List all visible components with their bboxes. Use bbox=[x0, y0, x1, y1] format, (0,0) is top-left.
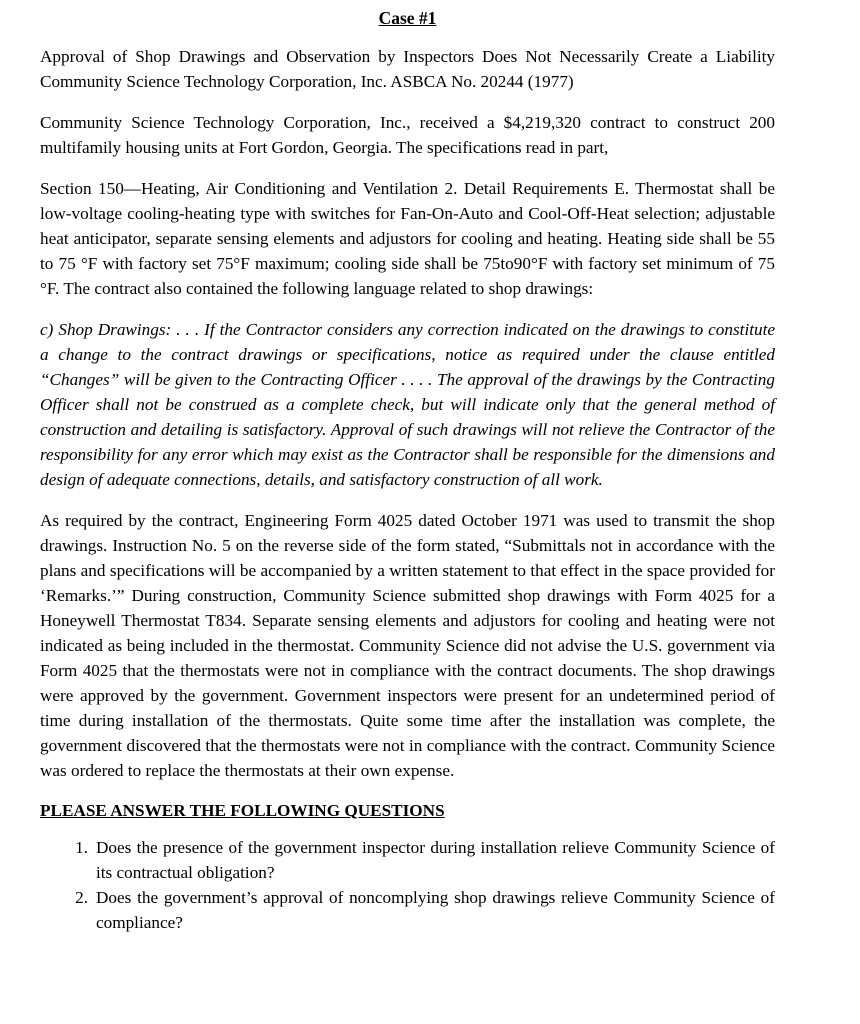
case-title: Case #1 bbox=[378, 8, 437, 28]
question-item bbox=[40, 835, 775, 885]
shop-drawings-clause-paragraph: c) Shop Drawings: . . . If the Contractor considers any correction indicated on the drawings to constitute a change to the contract drawings or specifications, notice as required under the clause entitled “Changes” will be given to the Contracting Officer . . . . The approval of the drawings by the Contracting Officer shall not be construed as a complete check, but will indicate only that the general method of construction and detailing is satisfactory. Approval of such drawings will not relieve the Contractor of the responsibility for any error which may exist as the Contractor shall be responsible for the dimensions and design of adequate connections, details, and satisfactory construction of all work. bbox=[40, 320, 775, 489]
question-number: 1. bbox=[75, 838, 88, 857]
questions-heading: PLEASE ANSWER THE FOLLOWING QUESTIONS bbox=[40, 801, 445, 820]
facts-paragraph: As required by the contract, Engineering Form 4025 dated October 1971 was used to transmit the shop drawings. Instruction No. 5 on the reverse side of the form stated, “Submittals not in accordance with the plans and specifications will be accompanied by a written statement to that effect in the space provided for ‘Remarks.’” During construction, Community Science submitted shop drawings with Form 4025 for a Honeywell Thermostat T834. Separate sensing elements and adjustors for cooling and heating were not indicated as being included in the thermostat. Community Science did not advise the U.S. government via Form 4025 that the thermostats were not in compliance with the contract documents. The shop drawings were approved by the government. Government inspectors were present for an undetermined period of time during installation of the thermostats. Quite some time after the installation was complete, the government discovered that the thermostats were not in compliance with the contract. Community Science was ordered to replace the thermostats at their own expense. bbox=[40, 511, 775, 780]
question-item bbox=[40, 885, 775, 935]
specification-paragraph: Section 150—Heating, Air Conditioning and Ventilation 2. Detail Requirements E. Thermostat shall be low-voltage cooling-heating type with switches for Fan-On-Auto and Cool-Off-Heat selection; adjustable heat anticipator, separate sensing elements and adjustors for cooling and heating. Heating side shall be 55 to 75 °F with factory set 75°F maximum; cooling side shall be 75to90°F with factory set minimum of 75 °F. The contract also contained the following language related to shop drawings: bbox=[40, 179, 775, 298]
question-text: Does the government’s approval of noncomplying shop drawings relieve Community Science of compliance? bbox=[96, 888, 775, 932]
question-text: Does the presence of the government inspector during installation relieve Community Science of its contractual obligation? bbox=[96, 838, 775, 882]
case-heading-paragraph: Approval of Shop Drawings and Observation by Inspectors Does Not Necessarily Create a Liability Community Science Technology Corporation, Inc. ASBCA No. 20244 (1977) bbox=[40, 47, 775, 91]
questions-list bbox=[40, 835, 775, 935]
contract-summary-paragraph: Community Science Technology Corporation, Inc., received a $4,219,320 contract to construct 200 multifamily housing units at Fort Gordon, Georgia. The specifications read in part, bbox=[40, 113, 775, 157]
question-number: 2. bbox=[75, 888, 88, 907]
